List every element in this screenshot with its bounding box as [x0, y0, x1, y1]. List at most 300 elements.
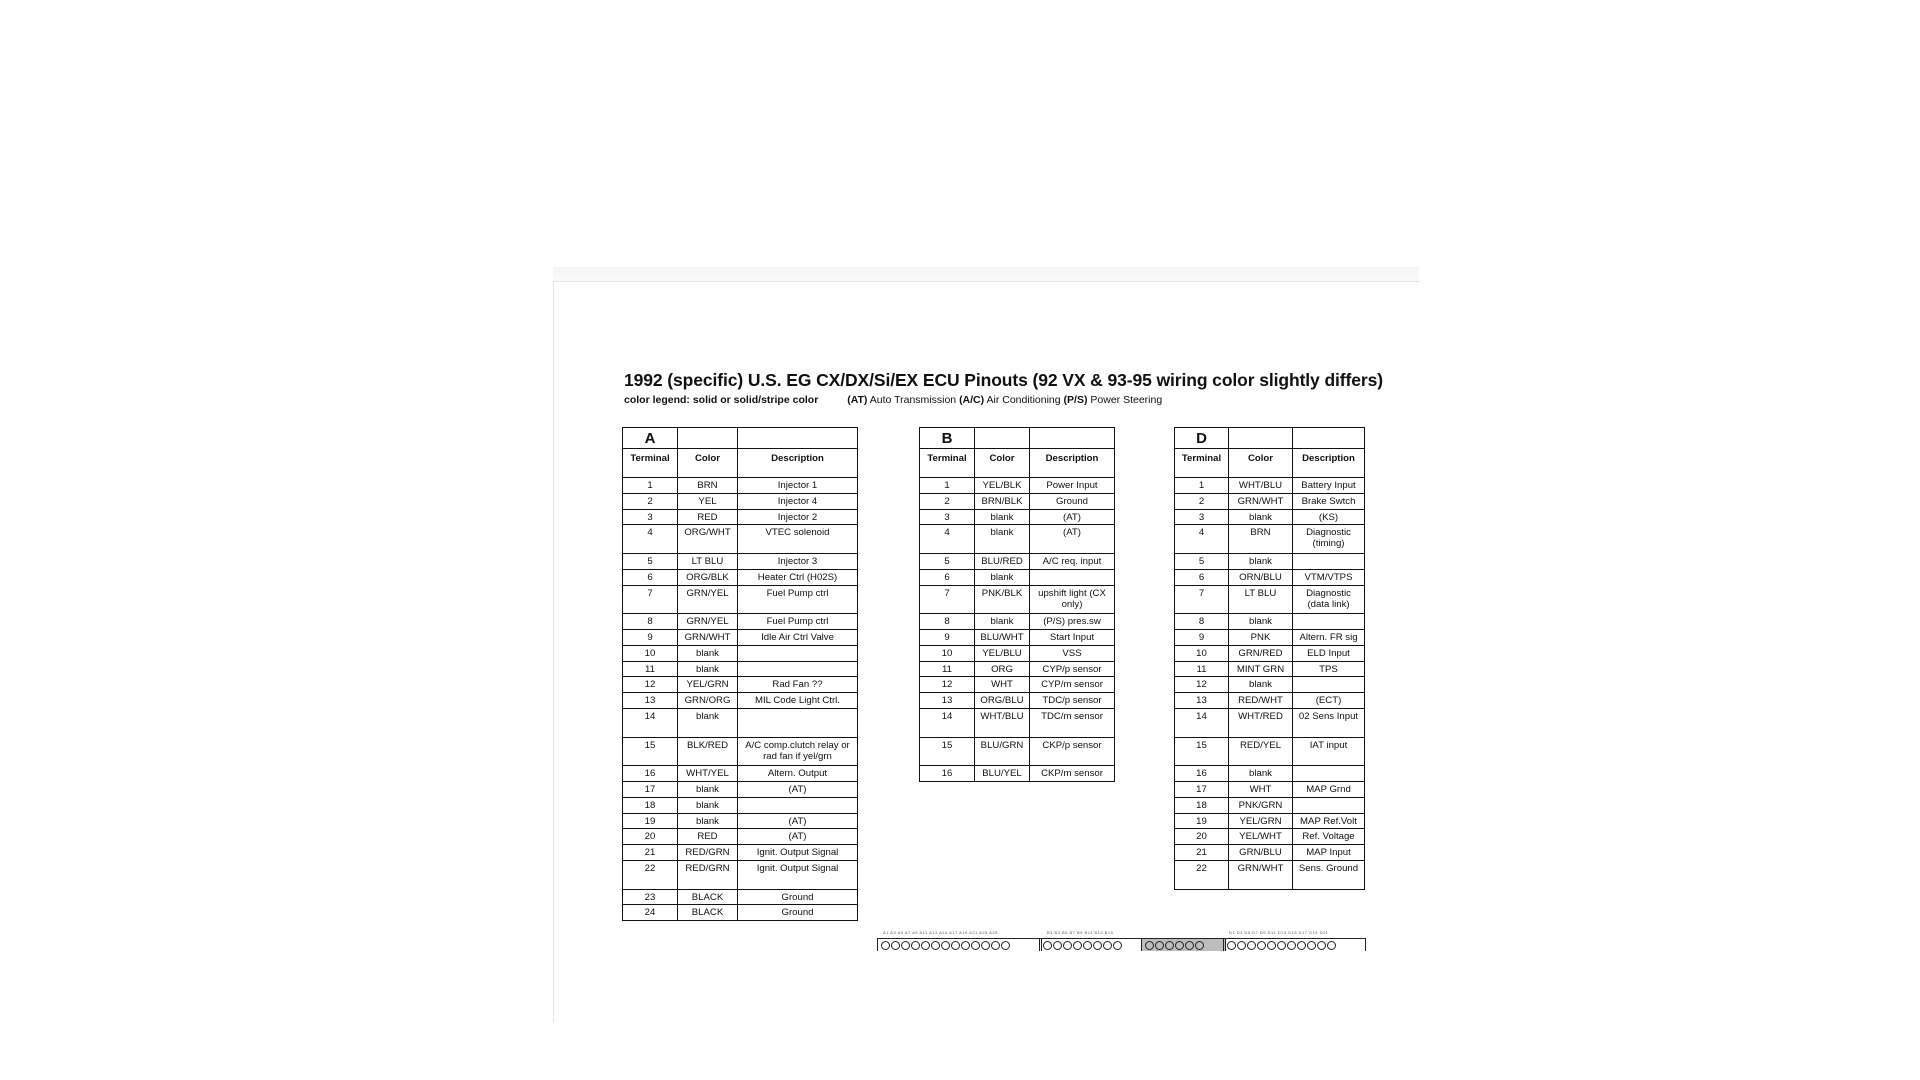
connector-pin: [1307, 941, 1316, 950]
color-cell: GRN/ORG: [678, 693, 738, 709]
color-cell: blank: [975, 509, 1030, 525]
table-row: [1175, 525, 1365, 554]
legend-at-abbr: (AT): [847, 394, 868, 406]
connector-pin: [1063, 941, 1072, 950]
table-row: [623, 553, 858, 569]
table-row: [920, 693, 1115, 709]
color-cell: ORG/WHT: [678, 525, 738, 554]
connector-pin: [1043, 941, 1052, 950]
color-cell: YEL/GRN: [678, 677, 738, 693]
color-cell: MINT GRN: [1229, 661, 1293, 677]
table-row: [623, 493, 858, 509]
color-cell: BLU/WHT: [975, 629, 1030, 645]
connector-pin: [1267, 941, 1276, 950]
terminal-cell: 7: [623, 585, 678, 614]
connector-pin: [1287, 941, 1296, 950]
color-cell: ORG/BLK: [678, 569, 738, 585]
connector-pin: [971, 941, 980, 950]
empty-header-cell: [1030, 428, 1115, 449]
terminal-cell: 15: [920, 737, 975, 766]
terminal-cell: 19: [1175, 813, 1229, 829]
description-cell: CKP/m sensor: [1030, 766, 1115, 782]
description-cell: Ground: [738, 889, 858, 905]
description-cell: Ground: [1030, 493, 1115, 509]
description-cell: Diagnostic (data link): [1293, 585, 1365, 614]
description-cell: Ground: [738, 905, 858, 921]
terminal-cell: 10: [623, 645, 678, 661]
color-cell: blank: [678, 781, 738, 797]
color-cell: RED/WHT: [1229, 693, 1293, 709]
connector-d-housing: [1223, 938, 1366, 951]
empty-header-cell: [1229, 428, 1293, 449]
description-cell: 02 Sens Input: [1293, 708, 1365, 737]
connector-a-pin-labels: A1 A3 A5 A7 A9 A11 A13 A15 A17 A19 A21 A23 A25: [883, 930, 998, 935]
connector-b-table: [919, 427, 1115, 782]
color-cell: GRN/WHT: [1229, 493, 1293, 509]
color-cell: YEL/GRN: [1229, 813, 1293, 829]
description-cell: Injector 4: [738, 493, 858, 509]
description-cell: MAP Ref.Volt: [1293, 813, 1365, 829]
color-cell: BLU/YEL: [975, 766, 1030, 782]
connector-pin: [1195, 941, 1204, 950]
terminal-cell: 18: [623, 797, 678, 813]
connector-c-housing: [1141, 938, 1226, 951]
table-row: [623, 781, 858, 797]
table-row: [1175, 585, 1365, 614]
table-row: [920, 478, 1115, 494]
terminal-cell: 1: [1175, 478, 1229, 494]
column-header: Description: [1293, 449, 1365, 478]
table-row: [623, 829, 858, 845]
color-cell: GRN/YEL: [678, 614, 738, 630]
table-row: [623, 797, 858, 813]
color-cell: WHT/YEL: [678, 766, 738, 782]
description-cell: Injector 3: [738, 553, 858, 569]
terminal-cell: 11: [1175, 661, 1229, 677]
description-cell: ELD Input: [1293, 645, 1365, 661]
description-cell: Ignit. Output Signal: [738, 860, 858, 889]
table-row: [623, 661, 858, 677]
column-header: Terminal: [1175, 449, 1229, 478]
table-row: [920, 569, 1115, 585]
terminal-cell: 10: [920, 645, 975, 661]
terminal-cell: 24: [623, 905, 678, 921]
terminal-cell: 3: [623, 509, 678, 525]
description-cell: TDC/m sensor: [1030, 708, 1115, 737]
connector-d-table: [1174, 427, 1365, 890]
color-cell: PNK/GRN: [1229, 797, 1293, 813]
terminal-cell: 22: [1175, 860, 1229, 889]
terminal-cell: 4: [623, 525, 678, 554]
color-cell: PNK: [1229, 629, 1293, 645]
table-row: [1175, 737, 1365, 766]
connector-b-pin-labels: B1 B3 B5 B7 B9 B11 B13 B15: [1047, 930, 1114, 935]
color-cell: BLK/RED: [678, 737, 738, 766]
empty-header-cell: [975, 428, 1030, 449]
color-cell: RED/GRN: [678, 845, 738, 861]
connector-pin: [1145, 941, 1154, 950]
connector-pin: [911, 941, 920, 950]
table-row: [623, 766, 858, 782]
description-cell: (AT): [738, 829, 858, 845]
color-cell: ORG: [975, 661, 1030, 677]
table-row: [623, 509, 858, 525]
legend-ac-abbr: (A/C): [959, 394, 985, 406]
color-cell: ORG/BLU: [975, 693, 1030, 709]
color-cell: blank: [678, 645, 738, 661]
terminal-cell: 2: [1175, 493, 1229, 509]
description-cell: Fuel Pump ctrl: [738, 585, 858, 614]
column-header: Terminal: [920, 449, 975, 478]
terminal-cell: 21: [623, 845, 678, 861]
table-row: [623, 905, 858, 921]
table-row: [623, 889, 858, 905]
description-cell: CKP/p sensor: [1030, 737, 1115, 766]
table-row: [623, 813, 858, 829]
terminal-cell: 9: [1175, 629, 1229, 645]
table-row: [1175, 569, 1365, 585]
description-cell: [1293, 766, 1365, 782]
connector-pin: [881, 941, 890, 950]
terminal-cell: 2: [623, 493, 678, 509]
terminal-cell: 23: [623, 889, 678, 905]
color-cell: blank: [1229, 553, 1293, 569]
description-cell: Rad Fan ??: [738, 677, 858, 693]
color-cell: blank: [678, 708, 738, 737]
color-cell: WHT/RED: [1229, 708, 1293, 737]
table-row: [1175, 766, 1365, 782]
connector-pin: [1227, 941, 1236, 950]
description-cell: Brake Swtch: [1293, 493, 1365, 509]
terminal-cell: 16: [623, 766, 678, 782]
description-cell: CYP/m sensor: [1030, 677, 1115, 693]
legend-color-note: color legend: solid or solid/stripe color: [624, 394, 819, 406]
table-row: [1175, 661, 1365, 677]
color-cell: LT BLU: [678, 553, 738, 569]
terminal-cell: 21: [1175, 845, 1229, 861]
connector-pin: [1001, 941, 1010, 950]
terminal-cell: 6: [623, 569, 678, 585]
color-cell: RED/GRN: [678, 860, 738, 889]
description-cell: TDC/p sensor: [1030, 693, 1115, 709]
description-cell: Diagnostic (timing): [1293, 525, 1365, 554]
connector-a-housing: [877, 938, 1042, 951]
color-cell: YEL/BLK: [975, 478, 1030, 494]
color-cell: blank: [975, 569, 1030, 585]
table-row: [623, 525, 858, 554]
connector-pin: [1093, 941, 1102, 950]
terminal-cell: 10: [1175, 645, 1229, 661]
color-cell: blank: [975, 525, 1030, 554]
legend-ps-text: Power Steering: [1090, 394, 1163, 406]
description-cell: Sens. Ground: [1293, 860, 1365, 889]
description-cell: [738, 797, 858, 813]
description-cell: Fuel Pump ctrl: [738, 614, 858, 630]
description-cell: A/C comp.clutch relay or rad fan if yel/grn: [738, 737, 858, 766]
description-cell: (AT): [1030, 509, 1115, 525]
description-cell: [1293, 553, 1365, 569]
table-row: [623, 677, 858, 693]
terminal-cell: 5: [1175, 553, 1229, 569]
terminal-cell: 14: [1175, 708, 1229, 737]
terminal-cell: 12: [1175, 677, 1229, 693]
table-row: [1175, 708, 1365, 737]
connector-pin: [1185, 941, 1194, 950]
terminal-cell: 13: [920, 693, 975, 709]
terminal-cell: 19: [623, 813, 678, 829]
terminal-cell: 16: [920, 766, 975, 782]
description-cell: MAP Input: [1293, 845, 1365, 861]
legend-ps-abbr: (P/S): [1063, 394, 1088, 406]
description-cell: Heater Ctrl (H02S): [738, 569, 858, 585]
color-cell: WHT: [975, 677, 1030, 693]
color-cell: PNK/BLK: [975, 585, 1030, 614]
color-cell: GRN/RED: [1229, 645, 1293, 661]
connector-a-table: [622, 427, 858, 921]
legend-ac-text: Air Conditioning: [986, 394, 1061, 406]
terminal-cell: 15: [1175, 737, 1229, 766]
description-cell: Start Input: [1030, 629, 1115, 645]
description-cell: (AT): [738, 813, 858, 829]
terminal-cell: 17: [1175, 781, 1229, 797]
color-cell: blank: [1229, 677, 1293, 693]
table-row: [623, 860, 858, 889]
column-header: Color: [678, 449, 738, 478]
color-cell: BLU/RED: [975, 553, 1030, 569]
description-cell: Altern. FR sig: [1293, 629, 1365, 645]
connector-pin: [1297, 941, 1306, 950]
description-cell: [1030, 569, 1115, 585]
description-cell: Power Input: [1030, 478, 1115, 494]
color-cell: YEL/BLU: [975, 645, 1030, 661]
table-row: [1175, 677, 1365, 693]
color-cell: RED: [678, 829, 738, 845]
description-cell: (ECT): [1293, 693, 1365, 709]
ecu-connector-diagram: [877, 930, 1364, 950]
column-header: Color: [1229, 449, 1293, 478]
connector-letter: B: [920, 428, 975, 449]
color-cell: ORN/BLU: [1229, 569, 1293, 585]
color-cell: LT BLU: [1229, 585, 1293, 614]
connector-d-pin-labels: D1 D3 D5 D7 D9 D11 D13 D15 D17 D19 D21: [1229, 930, 1329, 935]
description-cell: Idle Air Ctrl Valve: [738, 629, 858, 645]
terminal-cell: 18: [1175, 797, 1229, 813]
table-row: [1175, 813, 1365, 829]
connector-pin: [981, 941, 990, 950]
description-cell: CYP/p sensor: [1030, 661, 1115, 677]
table-row: [1175, 845, 1365, 861]
color-cell: BLACK: [678, 905, 738, 921]
description-cell: (AT): [738, 781, 858, 797]
color-cell: WHT/BLU: [975, 708, 1030, 737]
connector-pin: [1175, 941, 1184, 950]
color-cell: blank: [678, 813, 738, 829]
terminal-cell: 12: [920, 677, 975, 693]
description-cell: upshift light (CX only): [1030, 585, 1115, 614]
connector-pin: [951, 941, 960, 950]
column-header: Color: [975, 449, 1030, 478]
connector-pin: [1247, 941, 1256, 950]
terminal-cell: 7: [1175, 585, 1229, 614]
terminal-cell: 1: [623, 478, 678, 494]
table-row: [920, 525, 1115, 554]
connector-b-housing: [1039, 938, 1144, 951]
table-row: [920, 509, 1115, 525]
table-row: [920, 708, 1115, 737]
connector-pin: [1327, 941, 1336, 950]
color-cell: RED/YEL: [1229, 737, 1293, 766]
document-title: 1992 (specific) U.S. EG CX/DX/Si/EX ECU Pinouts (92 VX & 93-95 wiring color slightly differs): [624, 370, 1383, 390]
connector-pin: [891, 941, 900, 950]
table-row: [623, 737, 858, 766]
table-row: [623, 645, 858, 661]
description-cell: [738, 645, 858, 661]
color-cell: GRN/YEL: [678, 585, 738, 614]
color-cell: blank: [1229, 509, 1293, 525]
table-row: [1175, 478, 1365, 494]
color-cell: RED: [678, 509, 738, 525]
description-cell: Injector 2: [738, 509, 858, 525]
color-cell: YEL/WHT: [1229, 829, 1293, 845]
table-row: [623, 585, 858, 614]
table-row: [623, 569, 858, 585]
description-cell: [1293, 614, 1365, 630]
terminal-cell: 3: [920, 509, 975, 525]
description-cell: VSS: [1030, 645, 1115, 661]
terminal-cell: 11: [920, 661, 975, 677]
color-cell: blank: [678, 797, 738, 813]
connector-pin: [1237, 941, 1246, 950]
description-cell: (P/S) pres.sw: [1030, 614, 1115, 630]
connector-pin: [1257, 941, 1266, 950]
table-row: [920, 661, 1115, 677]
connector-pin: [1155, 941, 1164, 950]
terminal-cell: 17: [623, 781, 678, 797]
table-row: [920, 553, 1115, 569]
connector-pin: [1103, 941, 1112, 950]
empty-header-cell: [738, 428, 858, 449]
connector-pin: [1083, 941, 1092, 950]
terminal-cell: 3: [1175, 509, 1229, 525]
terminal-cell: 6: [1175, 569, 1229, 585]
column-header: Description: [738, 449, 858, 478]
terminal-cell: 20: [623, 829, 678, 845]
empty-header-cell: [1293, 428, 1365, 449]
connector-pin: [991, 941, 1000, 950]
terminal-cell: 12: [623, 677, 678, 693]
table-row: [1175, 693, 1365, 709]
table-row: [623, 693, 858, 709]
color-cell: blank: [678, 661, 738, 677]
connector-pin: [1165, 941, 1174, 950]
color-cell: GRN/WHT: [678, 629, 738, 645]
terminal-cell: 8: [1175, 614, 1229, 630]
empty-header-cell: [678, 428, 738, 449]
terminal-cell: 13: [623, 693, 678, 709]
description-cell: VTM/VTPS: [1293, 569, 1365, 585]
description-cell: [1293, 677, 1365, 693]
description-cell: [738, 661, 858, 677]
column-header: Description: [1030, 449, 1115, 478]
terminal-cell: 9: [623, 629, 678, 645]
color-cell: blank: [1229, 614, 1293, 630]
connector-pin: [1317, 941, 1326, 950]
terminal-cell: 14: [920, 708, 975, 737]
color-cell: WHT: [1229, 781, 1293, 797]
connector-pin: [961, 941, 970, 950]
terminal-cell: 4: [920, 525, 975, 554]
table-row: [623, 614, 858, 630]
table-row: [623, 478, 858, 494]
color-cell: BRN: [678, 478, 738, 494]
legend-at-text: Auto Transmission: [869, 394, 957, 406]
terminal-cell: 7: [920, 585, 975, 614]
terminal-cell: 11: [623, 661, 678, 677]
table-row: [1175, 629, 1365, 645]
table-row: [920, 677, 1115, 693]
description-cell: Ref. Voltage: [1293, 829, 1365, 845]
table-row: [623, 708, 858, 737]
connector-pin: [1073, 941, 1082, 950]
description-cell: [1293, 797, 1365, 813]
terminal-cell: 8: [623, 614, 678, 630]
description-cell: Injector 1: [738, 478, 858, 494]
connector-pin: [901, 941, 910, 950]
terminal-cell: 16: [1175, 766, 1229, 782]
color-cell: BLU/GRN: [975, 737, 1030, 766]
table-row: [1175, 645, 1365, 661]
page-top-edge: [553, 267, 1419, 281]
document-page: [553, 281, 1420, 1022]
table-row: [920, 766, 1115, 782]
terminal-cell: 22: [623, 860, 678, 889]
description-cell: VTEC solenoid: [738, 525, 858, 554]
connector-pin: [1053, 941, 1062, 950]
table-row: [920, 493, 1115, 509]
connector-letter: A: [623, 428, 678, 449]
terminal-cell: 5: [623, 553, 678, 569]
terminal-cell: 13: [1175, 693, 1229, 709]
table-row: [1175, 860, 1365, 889]
description-cell: (KS): [1293, 509, 1365, 525]
terminal-cell: 9: [920, 629, 975, 645]
color-cell: WHT/BLU: [1229, 478, 1293, 494]
table-row: [920, 585, 1115, 614]
description-cell: Altern. Output: [738, 766, 858, 782]
color-cell: BLACK: [678, 889, 738, 905]
table-row: [1175, 509, 1365, 525]
color-cell: GRN/BLU: [1229, 845, 1293, 861]
table-row: [1175, 614, 1365, 630]
description-cell: TPS: [1293, 661, 1365, 677]
description-cell: IAT input: [1293, 737, 1365, 766]
connector-pin: [921, 941, 930, 950]
color-cell: BRN/BLK: [975, 493, 1030, 509]
color-cell: GRN/WHT: [1229, 860, 1293, 889]
terminal-cell: 5: [920, 553, 975, 569]
table-row: [1175, 781, 1365, 797]
connector-letter: D: [1175, 428, 1229, 449]
table-row: [1175, 797, 1365, 813]
table-row: [1175, 553, 1365, 569]
description-cell: (AT): [1030, 525, 1115, 554]
table-row: [623, 845, 858, 861]
description-cell: [738, 708, 858, 737]
color-cell: YEL: [678, 493, 738, 509]
column-header: Terminal: [623, 449, 678, 478]
table-row: [920, 645, 1115, 661]
terminal-cell: 20: [1175, 829, 1229, 845]
